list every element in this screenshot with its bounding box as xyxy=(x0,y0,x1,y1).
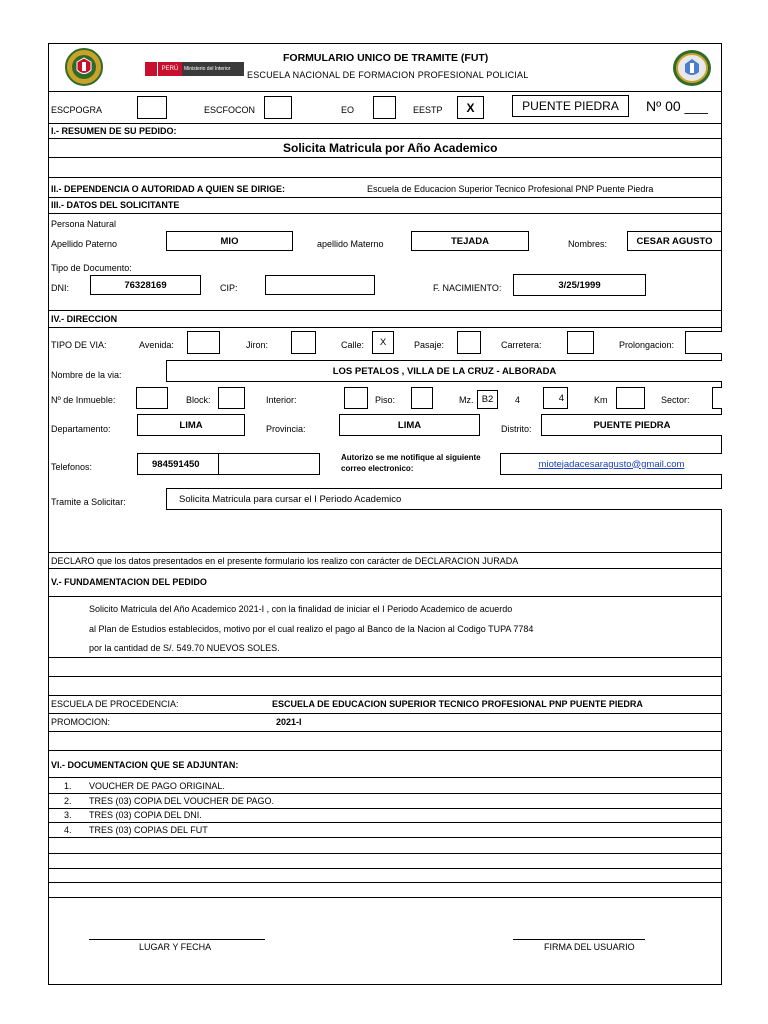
doc-item-text: VOUCHER DE PAGO ORIGINAL. xyxy=(89,781,225,791)
autorizo-text-line2: correo electronico: xyxy=(341,464,414,473)
dni-field[interactable]: 76328169 xyxy=(90,275,201,295)
apellido-paterno-label: Apellido Paterno xyxy=(51,239,118,249)
doc-item-text: TRES (03) COPIA DEL VOUCHER DE PAGO. xyxy=(89,796,275,806)
lote-field[interactable]: 4 xyxy=(543,387,568,409)
nombre-via-label: Nombre de la via: xyxy=(51,370,122,380)
jiron-label: Jiron: xyxy=(246,340,269,350)
nacimiento-field[interactable]: 3/25/1999 xyxy=(513,274,646,296)
divider xyxy=(48,197,722,198)
pasaje-checkbox[interactable] xyxy=(457,331,481,354)
eestp-label: EESTP xyxy=(413,105,443,115)
doc-item-text: TRES (03) COPIA DEL DNI. xyxy=(89,810,202,820)
section1-heading: I.- RESUMEN DE SU PEDIDO: xyxy=(51,126,177,136)
apellido-materno-label: apellido Materno xyxy=(317,239,384,249)
divider xyxy=(48,596,722,597)
fundamentacion-line1: Solicito Matricula del Año Academico 2021-I , con la finalidad de iniciar el I Periodo Academico de acuerdo xyxy=(89,604,513,614)
email-field[interactable]: miotejadacesaragusto@gmail.com xyxy=(500,453,722,475)
divider xyxy=(48,568,722,569)
lugar-fecha-line[interactable] xyxy=(89,939,265,940)
prolongacion-label: Prolongacion: xyxy=(619,340,675,350)
divider xyxy=(48,91,722,92)
carretera-checkbox[interactable] xyxy=(567,331,594,354)
divider xyxy=(48,123,722,124)
divider xyxy=(48,897,722,898)
piso-label: Piso: xyxy=(375,395,396,405)
divider xyxy=(48,695,722,696)
divider xyxy=(48,713,722,714)
section4-heading: IV.- DIRECCION xyxy=(51,314,118,324)
eo-label: EO xyxy=(341,105,355,115)
escfocon-checkbox[interactable] xyxy=(264,96,292,119)
pasaje-label: Pasaje: xyxy=(414,340,445,350)
doc-item-number: 2. xyxy=(64,796,72,806)
ministry-badge: PERÚ xyxy=(158,62,182,76)
jiron-checkbox[interactable] xyxy=(291,331,316,354)
persona-type: Persona Natural xyxy=(51,219,117,229)
carretera-label: Carretera: xyxy=(501,340,542,350)
firma-line[interactable] xyxy=(513,939,645,940)
divider xyxy=(48,213,722,214)
departamento-label: Departamento: xyxy=(51,424,111,434)
escpogra-label: ESCPOGRA xyxy=(51,105,103,115)
police-crest-icon xyxy=(65,48,103,86)
promocion-value: 2021-I xyxy=(276,717,302,727)
form-number: Nº 00 ___ xyxy=(646,98,708,114)
school-crest-icon xyxy=(673,50,711,86)
tramite-label: Tramite a Solicitar: xyxy=(51,497,126,507)
nacimiento-label: F. NACIMIENTO: xyxy=(433,283,502,293)
tipo-documento-label: Tipo de Documento: xyxy=(51,263,132,273)
divider xyxy=(48,853,722,854)
eo-checkbox[interactable] xyxy=(373,96,396,119)
lote-label: 4 xyxy=(515,395,521,405)
apellido-paterno-field[interactable]: MIO xyxy=(166,231,293,251)
divider xyxy=(48,777,722,778)
calle-checkbox[interactable]: X xyxy=(372,331,394,354)
autorizo-text-line1: Autorizo se me notifique al siguiente xyxy=(341,453,481,462)
section2-heading: II.- DEPENDENCIA O AUTORIDAD A QUIEN SE DIRIGE: xyxy=(51,184,286,194)
interior-field[interactable] xyxy=(344,387,368,409)
mz-label: Mz. xyxy=(459,395,474,405)
divider xyxy=(48,808,722,809)
provincia-field[interactable]: LIMA xyxy=(339,414,480,436)
divider xyxy=(48,882,722,883)
lugar-fecha-label: LUGAR Y FECHA xyxy=(139,942,212,952)
promocion-label: PROMOCION: xyxy=(51,717,111,727)
firma-label: FIRMA DEL USUARIO xyxy=(544,942,635,952)
divider xyxy=(48,310,722,311)
avenida-label: Avenida: xyxy=(139,340,174,350)
tipo-via-label: TIPO DE VIA: xyxy=(51,340,107,350)
form-subtitle: ESCUELA NACIONAL DE FORMACION PROFESIONAL POLICIAL xyxy=(247,70,529,80)
eestp-checkbox[interactable]: X xyxy=(457,96,484,119)
divider xyxy=(48,868,722,869)
request-summary: Solicita Matricula por Año Academico xyxy=(283,141,498,155)
telefono2-field[interactable] xyxy=(218,453,320,475)
divider xyxy=(48,552,722,553)
distrito-field[interactable]: PUENTE PIEDRA xyxy=(541,414,722,436)
escuela-procedencia-value: ESCUELA DE EDUCACION SUPERIOR TECNICO PROFESIONAL PNP PUENTE PIEDRA xyxy=(272,699,643,709)
piso-field[interactable] xyxy=(411,387,433,409)
divider xyxy=(48,177,722,178)
telefono-field[interactable]: 984591450 xyxy=(137,453,219,475)
divider xyxy=(48,793,722,794)
tramite-field[interactable]: Solicita Matricula para cursar el I Periodo Academico xyxy=(166,488,722,510)
inmueble-label: Nº de Inmueble: xyxy=(51,395,116,405)
nombres-label: Nombres: xyxy=(568,239,608,249)
divider xyxy=(48,837,722,838)
peru-flag-icon xyxy=(145,62,157,76)
divider xyxy=(48,822,722,823)
doc-item-number: 1. xyxy=(64,781,72,791)
form-title: FORMULARIO UNICO DE TRAMITE (FUT) xyxy=(283,52,489,64)
section5-heading: V.- FUNDAMENTACION DEL PEDIDO xyxy=(51,577,207,587)
km-field[interactable] xyxy=(616,387,645,409)
distrito-label: Distrito: xyxy=(501,424,532,434)
apellido-materno-field[interactable]: TEJADA xyxy=(411,231,529,251)
divider xyxy=(48,676,722,677)
block-field[interactable] xyxy=(218,387,245,409)
divider xyxy=(48,731,722,732)
escuela-procedencia-label: ESCUELA DE PROCEDENCIA: xyxy=(51,699,179,709)
divider xyxy=(48,157,722,158)
inmueble-field[interactable] xyxy=(136,387,168,409)
fundamentacion-line3: por la cantidad de S/. 549.70 NUEVOS SOLES. xyxy=(89,643,280,653)
telefonos-label: Telefonos: xyxy=(51,462,93,472)
sector-label: Sector: xyxy=(661,395,690,405)
divider xyxy=(48,657,722,658)
authority-value: Escuela de Educacion Superior Tecnico Profesional PNP Puente Piedra xyxy=(367,184,654,194)
section6-heading: VI.- DOCUMENTACION QUE SE ADJUNTAN: xyxy=(51,760,239,770)
doc-item-number: 4. xyxy=(64,825,72,835)
doc-item-text: TRES (03) COPIAS DEL FUT xyxy=(89,825,208,835)
divider xyxy=(48,327,722,328)
nombres-field[interactable]: CESAR AGUSTO xyxy=(627,231,722,251)
declaration-text: DECLARO que los datos presentados en el presente formulario los realizo con carácter de DECLARACION JURADA xyxy=(51,556,519,566)
fundamentacion-line2: al Plan de Estudios establecidos, motivo por el cual realizo el pago al Banco de la Nacion al Codigo TUPA 7784 xyxy=(89,624,534,634)
mz-field[interactable]: B2 xyxy=(477,390,498,409)
ministry-name: Ministerio del Interior xyxy=(182,62,244,76)
divider xyxy=(48,138,722,139)
avenida-checkbox[interactable] xyxy=(187,331,220,354)
departamento-field[interactable]: LIMA xyxy=(137,414,245,436)
prolongacion-checkbox[interactable] xyxy=(685,331,722,354)
section3-heading: III.- DATOS DEL SOLICITANTE xyxy=(51,200,180,210)
escfocon-label: ESCFOCON xyxy=(204,105,256,115)
calle-label: Calle: xyxy=(341,340,365,350)
escpogra-checkbox[interactable] xyxy=(137,96,167,119)
doc-item-number: 3. xyxy=(64,810,72,820)
location-box: PUENTE PIEDRA xyxy=(512,95,629,117)
cip-label: CIP: xyxy=(220,283,238,293)
provincia-label: Provincia: xyxy=(266,424,306,434)
sector-field[interactable] xyxy=(712,387,722,409)
cip-field[interactable] xyxy=(265,275,375,295)
interior-label: Interior: xyxy=(266,395,297,405)
km-label: Km xyxy=(594,395,608,405)
divider xyxy=(48,750,722,751)
dni-label: DNI: xyxy=(51,283,69,293)
block-label: Block: xyxy=(186,395,211,405)
nombre-via-field[interactable]: LOS PETALOS , VILLA DE LA CRUZ - ALBORADA xyxy=(166,360,722,382)
